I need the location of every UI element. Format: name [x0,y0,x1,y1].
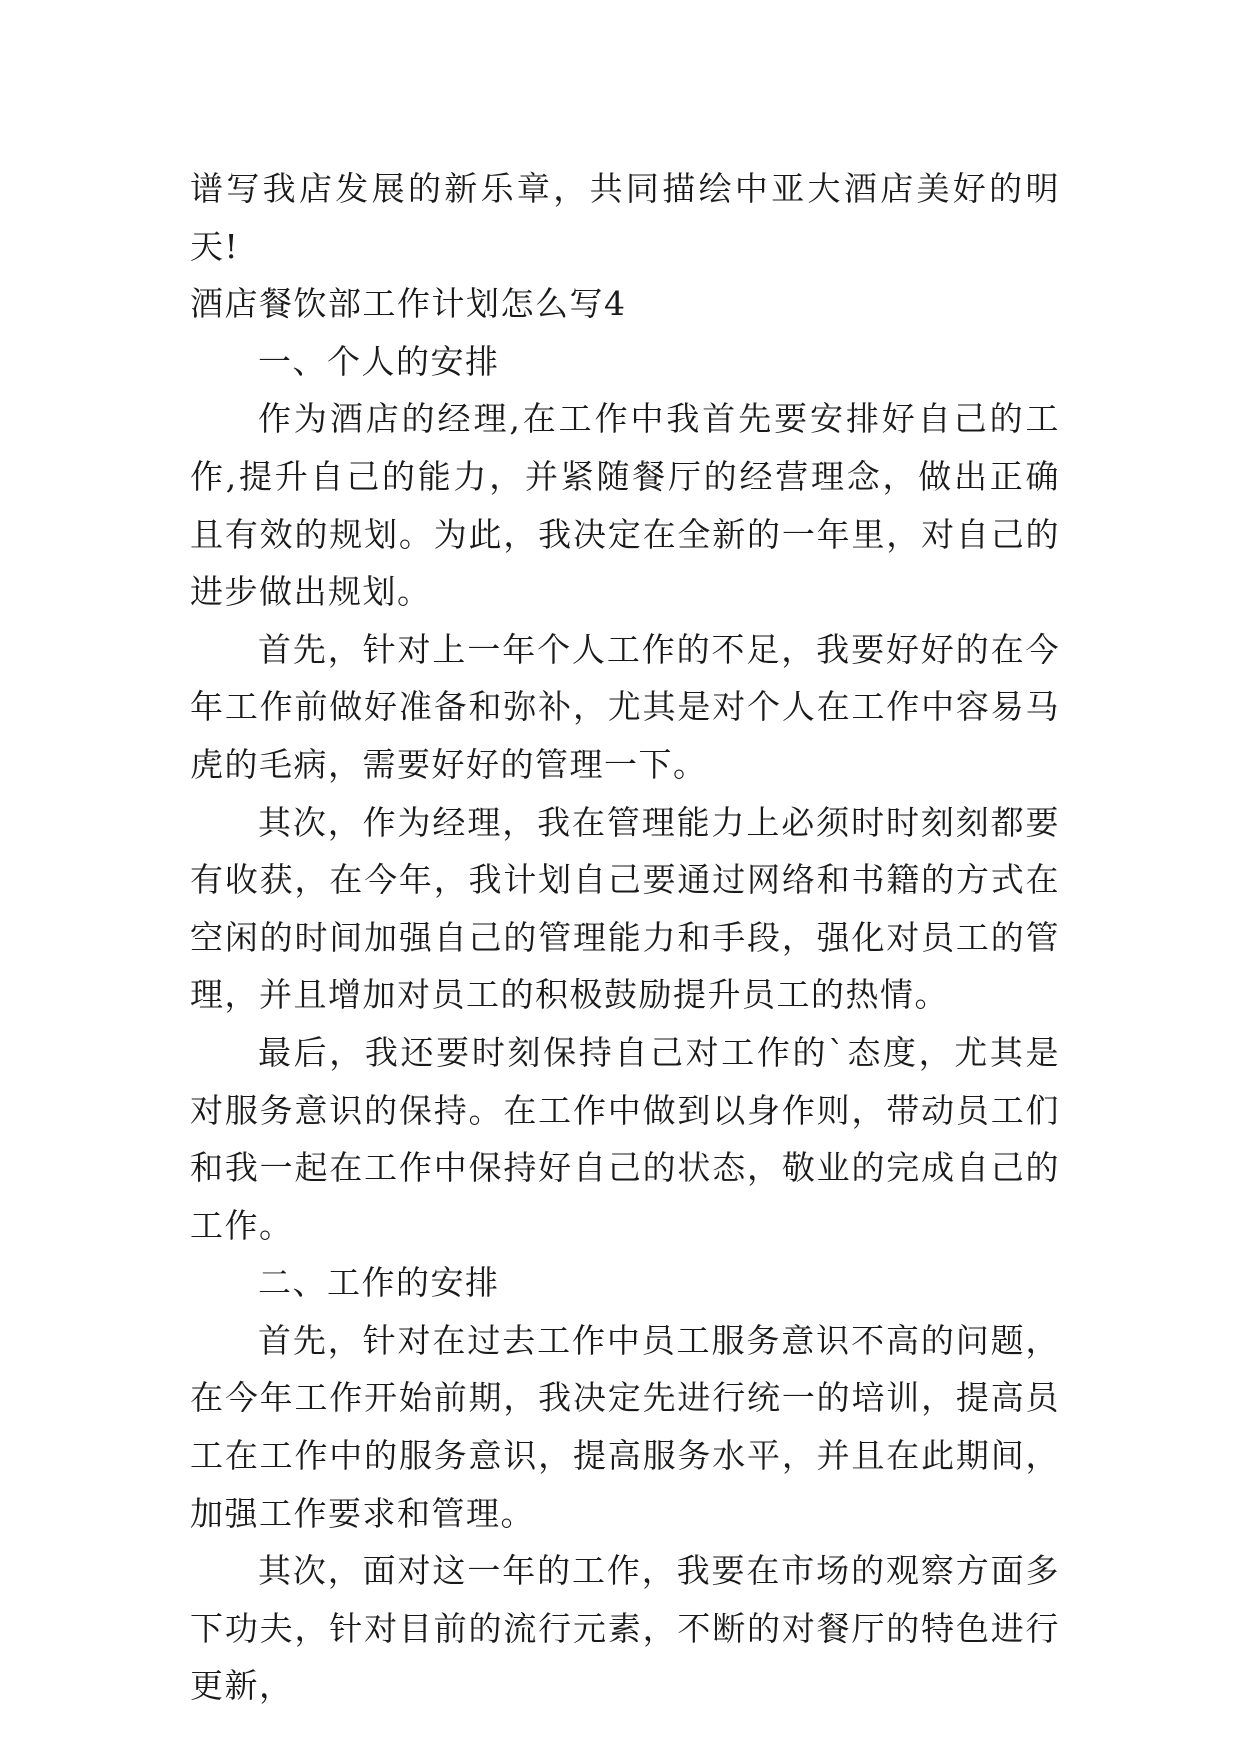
continuation-paragraph: 谱写我店发展的新乐章，共同描绘中亚大酒店美好的明天! [190,169,1060,266]
document-body [190,160,1060,1715]
body-paragraph: 作为酒店的经理,在工作中我首先要安排好自己的工作,提升自己的能力，并紧随餐厅的经营理念，做出正确且有效的规划。为此，我决定在全新的一年里，对自己的进步做出规划。 [190,399,1060,612]
body-paragraph: 首先，针对在过去工作中员工服务意识不高的问题，在今年工作开始前期，我决定先进行统一的培训，提高员工在工作中的服务意识，提高服务水平，并且在此期间，加强工作要求和管理。 [190,1320,1060,1533]
section-heading-personal: 一、个人的安排 [258,341,500,381]
body-paragraph: 最后，我还要时刻保持自己对工作的`态度，尤其是对服务意识的保持。在工作中做到以身作则，带动员工们和我一起在工作中保持好自己的状态，敬业的完成自己的工作。 [190,1032,1060,1245]
body-paragraph: 其次，面对这一年的工作，我要在市场的观察方面多下功夫，针对目前的流行元素，不断的对餐厅的特色进行更新， [190,1551,1060,1706]
body-paragraph: 首先，针对上一年个人工作的不足，我要好好的在今年工作前做好准备和弥补，尤其是对个人在工作中容易马虎的毛病，需要好好的管理一下。 [190,629,1060,784]
section-title: 酒店餐饮部工作计划怎么写4 [190,284,627,324]
section-heading-work: 二、工作的安排 [258,1263,500,1303]
body-paragraph: 其次，作为经理，我在管理能力上必须时时刻刻都要有收获，在今年，我计划自己要通过网络和书籍的方式在空闲的时间加强自己的管理能力和手段，强化对员工的管理，并且增加对员工的积极鼓励提升员工的热情。 [190,802,1060,1015]
